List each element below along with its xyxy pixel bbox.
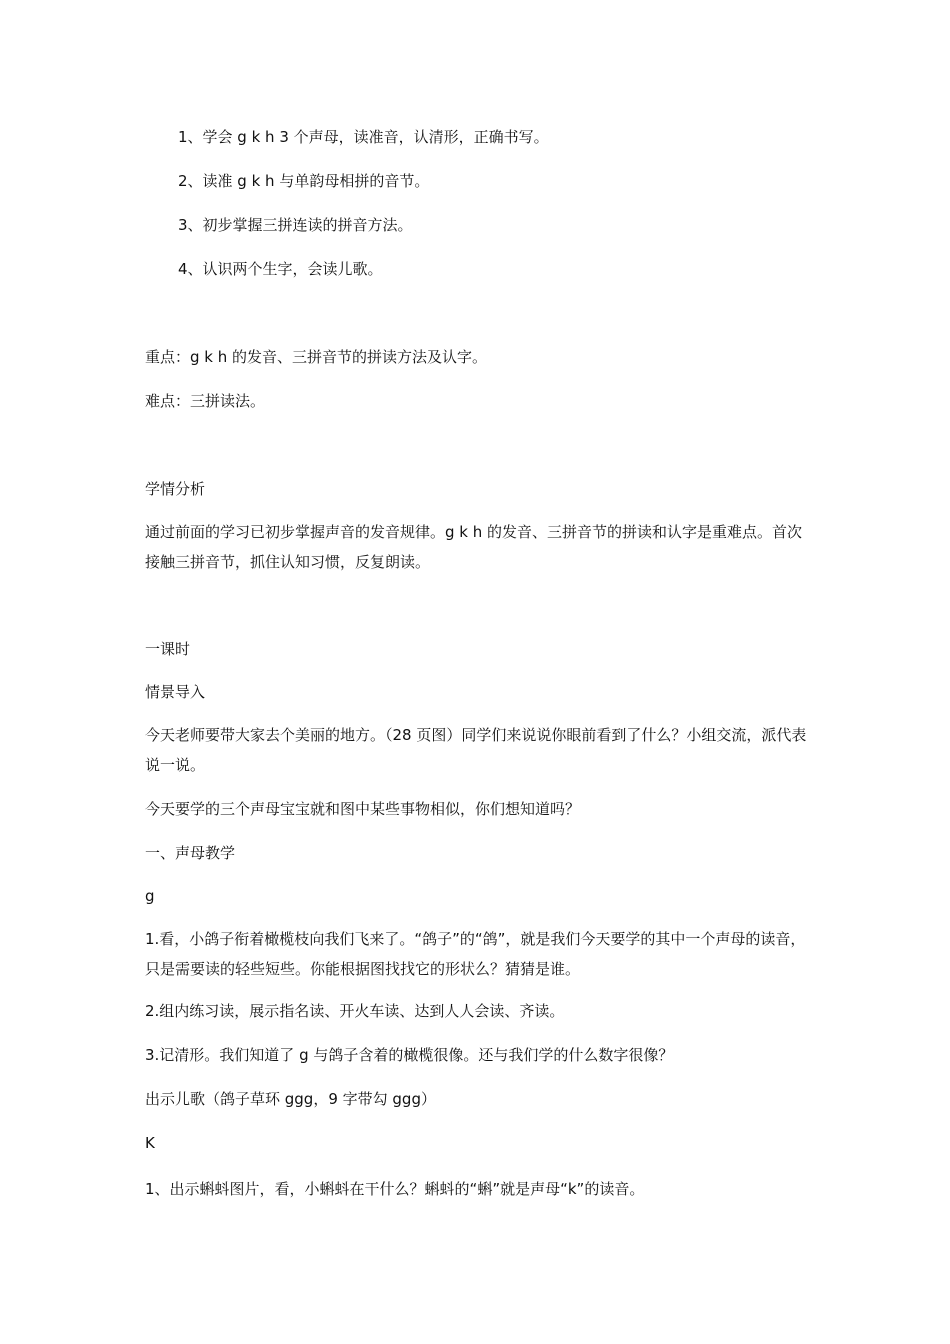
difficulty: 难点：三拼读法。	[145, 392, 266, 410]
intro-paragraph-1: 今天老师要带大家去个美丽的地方。（28 页图）同学们来说说你眼前看到了什么？小组交流，派代表说一说。	[145, 726, 807, 774]
intro-paragraph-2: 今天要学的三个声母宝宝就和图中某些事物相似，你们想知道吗？	[145, 800, 581, 818]
objective-4: 4、认识两个生字，会读儿歌。	[178, 260, 383, 278]
analysis-heading: 学情分析	[145, 480, 206, 498]
section-heading: 一、声母教学	[145, 844, 236, 862]
k-step-1: 1、出示蝌蚪图片，看，小蝌蚪在干什么？蝌蚪的“蝌”就是声母“k”的读音。	[145, 1180, 645, 1198]
objective-1: 1、学会 g k h 3 个声母，读准音，认清形，正确书写。	[178, 128, 549, 146]
g-step-1: 1.看，小鸽子衔着橄榄枝向我们飞来了。“鸽子”的“鸽”，就是我们今天要学的其中一个声母的读音，只是需要读的轻些短些。你能根据图找找它的形状么？猜猜是谁。	[145, 930, 806, 978]
intro-heading: 情景导入	[145, 683, 206, 701]
objective-2: 2、读准 g k h 与单韵母相拼的音节。	[178, 172, 430, 190]
g-step-3: 3.记清形。我们知道了 g 与鸽子含着的橄榄很像。还与我们学的什么数字很像？	[145, 1046, 674, 1064]
k-heading: K	[145, 1134, 155, 1152]
analysis-text: 通过前面的学习已初步掌握声音的发音规律。g k h 的发音、三拼音节的拼读和认字是重难点。首次接触三拼音节，抓住认知习惯，反复朗读。	[145, 523, 803, 571]
lesson-count: 一课时	[145, 640, 191, 658]
g-rhyme: 出示儿歌（鸽子草环 ggg，9 字带勾 ggg）	[145, 1090, 436, 1108]
objective-3: 3、初步掌握三拼连读的拼音方法。	[178, 216, 413, 234]
g-step-2: 2.组内练习读，展示指名读、开火车读、达到人人会读、齐读。	[145, 1002, 565, 1020]
g-heading: g	[145, 887, 155, 905]
key-point: 重点：g k h 的发音、三拼音节的拼读方法及认字。	[145, 348, 488, 366]
